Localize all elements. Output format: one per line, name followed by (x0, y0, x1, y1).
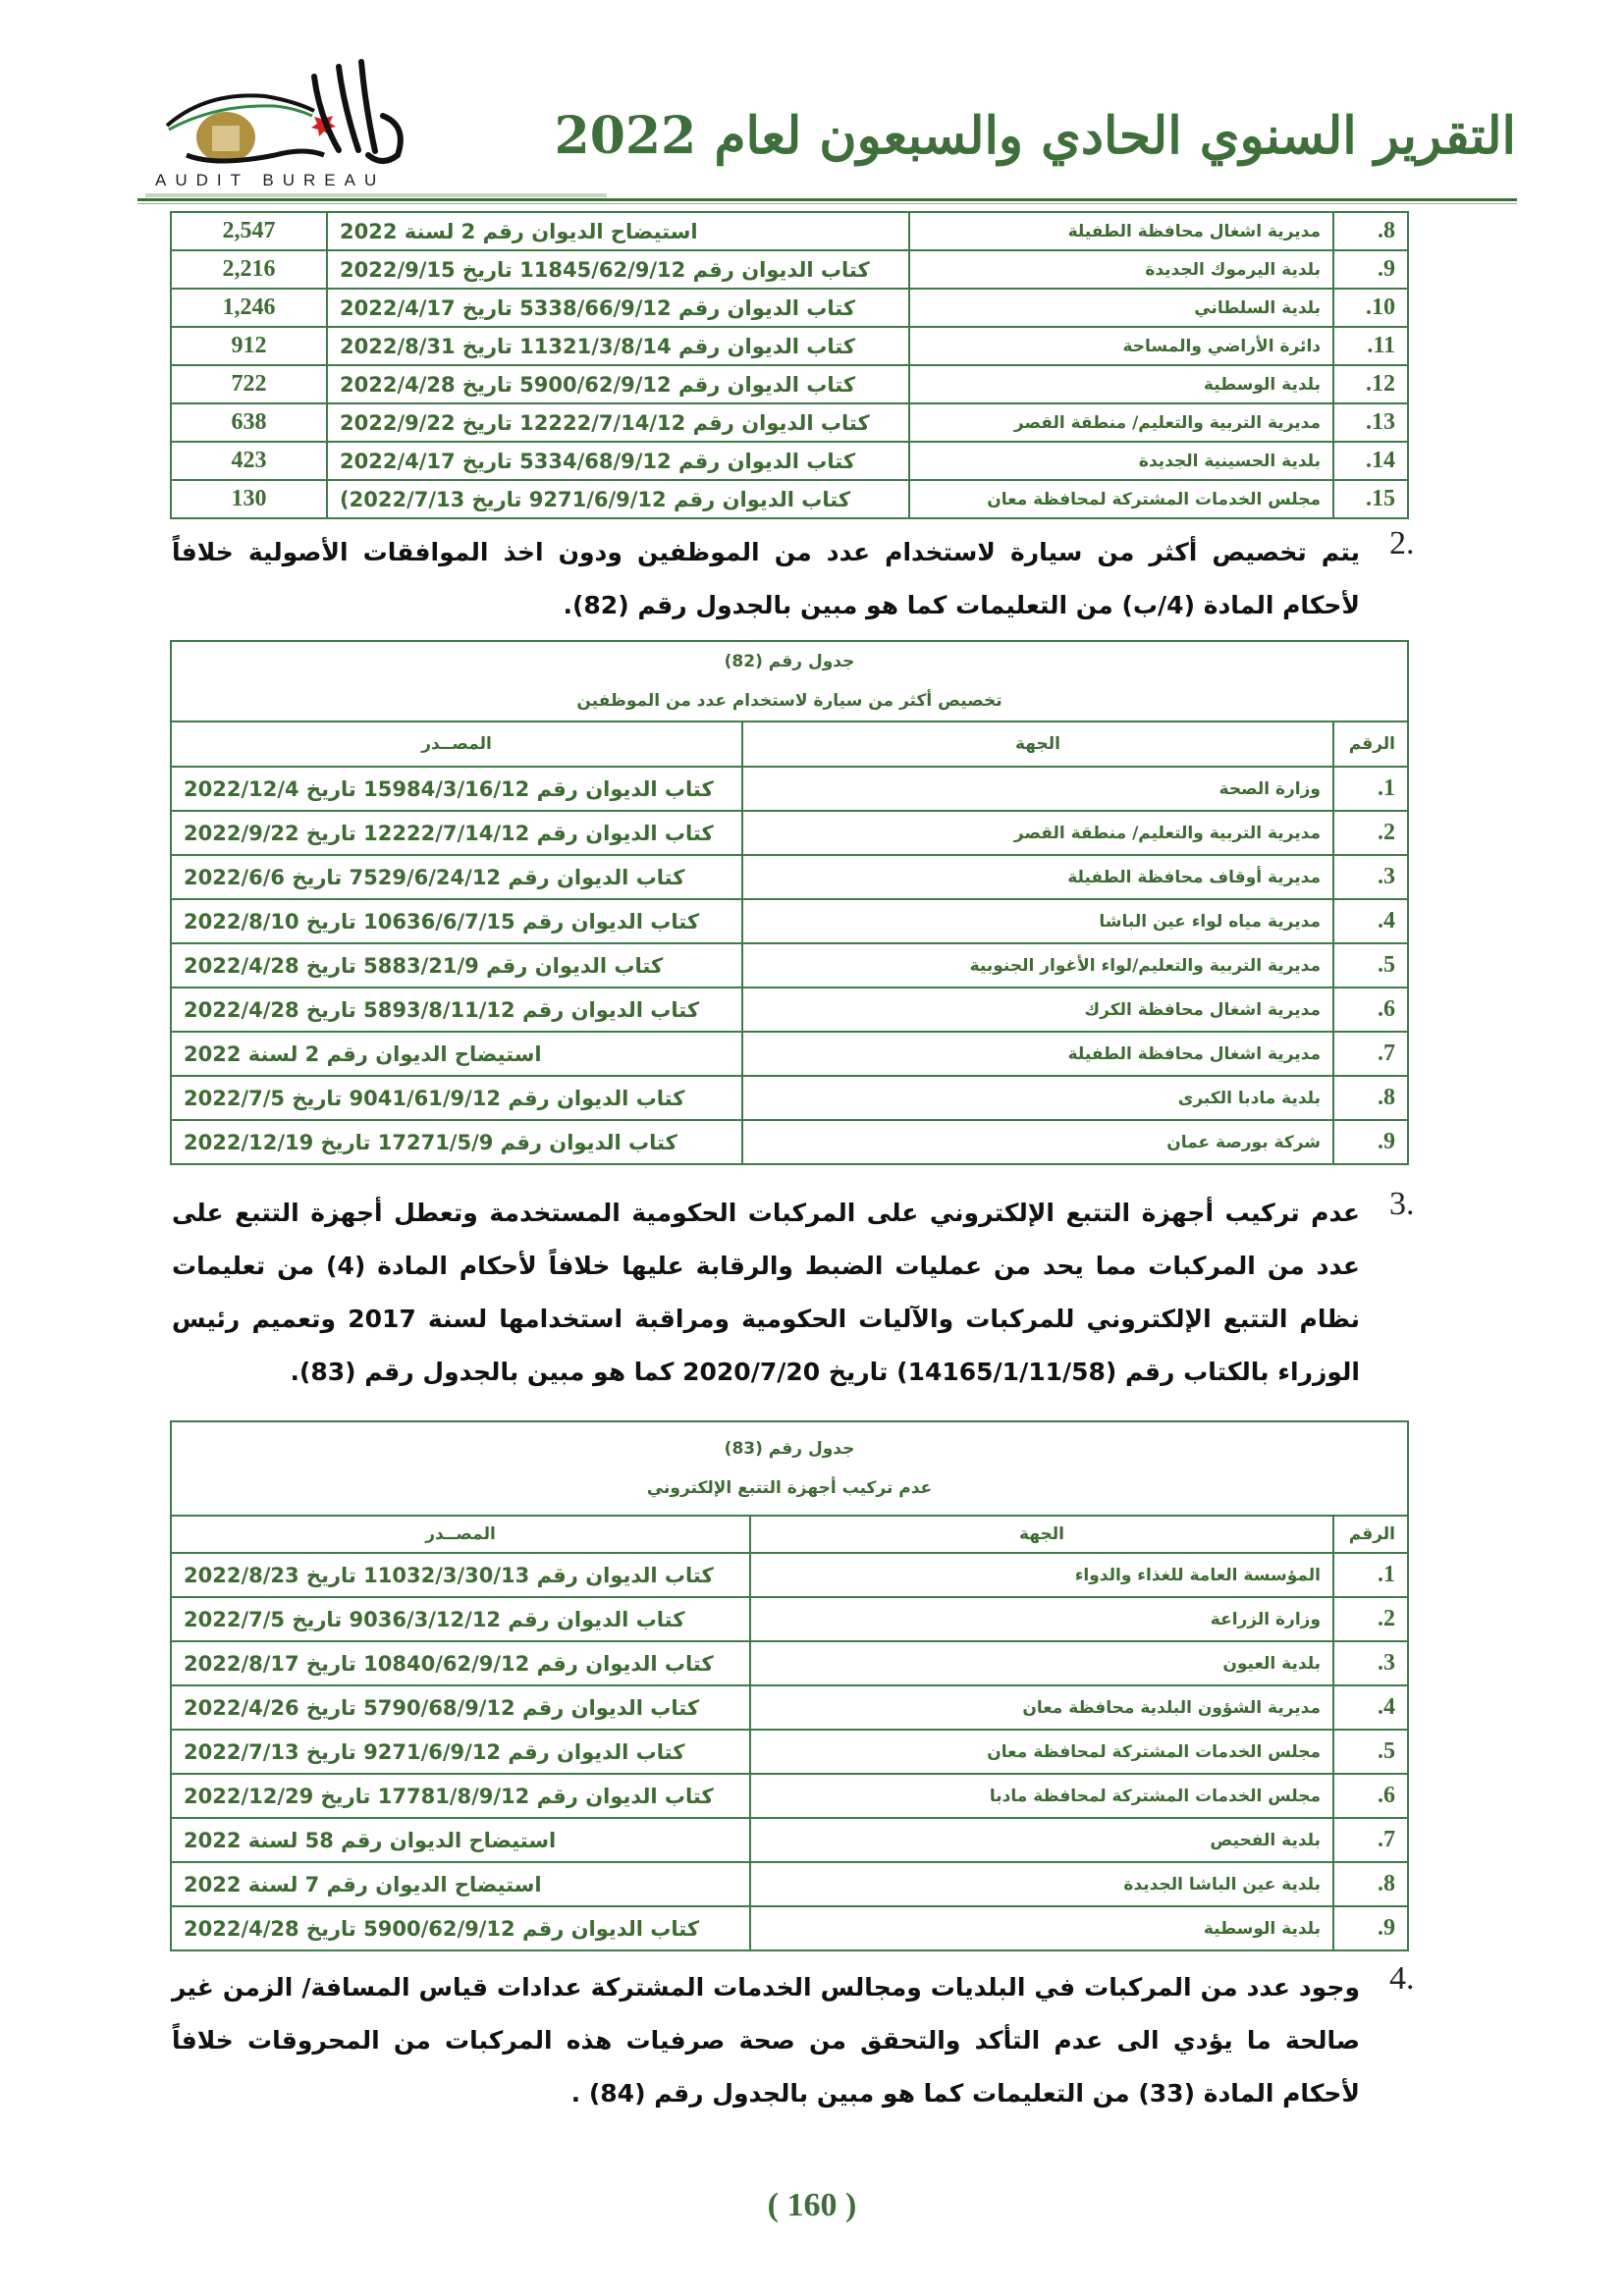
row-number: 9. (1333, 1906, 1408, 1950)
row-source: كتاب الديوان رقم 12222/7/14/12 تاريخ 2022/9/22 (327, 403, 909, 442)
col-header-source: المصــدر (171, 1516, 750, 1553)
row-entity: بلدية مادبا الكبرى (742, 1076, 1333, 1120)
row-source: كتاب الديوان رقم 17781/8/9/12 تاريخ 2022/12/29 (171, 1774, 750, 1818)
table-row (171, 811, 1408, 855)
header-rule (137, 198, 1517, 201)
row-entity: مديرية اشغال محافظة الطفيلة (909, 212, 1333, 250)
row-number: 7. (1333, 1818, 1408, 1862)
row-entity: مجلس الخدمات المشتركة لمحافظة معان (750, 1730, 1333, 1774)
row-source: كتاب الديوان رقم 5334/68/9/12 تاريخ 2022/4/17 (327, 442, 909, 480)
row-number: 10. (1333, 289, 1408, 327)
row-entity: المؤسسة العامة للغذاء والدواء (750, 1553, 1333, 1597)
row-number: 8. (1333, 212, 1408, 250)
row-amount: 2,216 (171, 250, 327, 289)
row-source: كتاب الديوان رقم 10840/62/9/12 تاريخ 2022/8/17 (171, 1641, 750, 1685)
row-entity: وزارة الزراعة (750, 1597, 1333, 1641)
row-source: كتاب الديوان رقم 5790/68/9/12 تاريخ 2022/4/26 (171, 1685, 750, 1730)
table-row (171, 1120, 1408, 1164)
row-entity: مديرية الشؤون البلدية محافظة معان (750, 1685, 1333, 1730)
table-row (171, 289, 1408, 327)
row-source: كتاب الديوان رقم 7529/6/24/12 تاريخ 2022/6/6 (171, 855, 742, 899)
table-caption-row (171, 641, 1408, 721)
row-amount: 423 (171, 442, 327, 480)
table-row (171, 403, 1408, 442)
header-rule-shade (145, 193, 607, 197)
row-entity: مديرية التربية والتعليم/ منطقة القصر (909, 403, 1333, 442)
paragraph-4-number: 4. (1389, 1960, 1415, 1997)
table-caption-row (171, 1421, 1408, 1516)
row-number: 8. (1333, 1862, 1408, 1906)
audit-bureau-logo (147, 57, 422, 194)
row-entity: مديرية اشغال محافظة الطفيلة (742, 1032, 1333, 1076)
row-entity: مجلس الخدمات المشتركة لمحافظة مادبا (750, 1774, 1333, 1818)
row-number: 14. (1333, 442, 1408, 480)
paragraph-4-text: وجود عدد من المركبات في البلديات ومجالس الخدمات المشتركة عدادات قياس المسافة/ الزمن غير صالحة ما يؤدي الى عدم التأكد والتحقق من صحة صرفيات هذه المركبات من المحروقات خلافاً لأحكام المادة (33) من التعليمات كما هو مبين بالجدول رقم (84) . (172, 1973, 1360, 2108)
row-number: 6. (1333, 988, 1408, 1032)
row-number: 12. (1333, 365, 1408, 403)
row-source: كتاب الديوان رقم 11032/3/30/13 تاريخ 2022/8/23 (171, 1553, 750, 1597)
row-entity: مديرية اشغال محافظة الكرك (742, 988, 1333, 1032)
row-number: 9. (1333, 1120, 1408, 1164)
table-row (171, 365, 1408, 403)
row-number: 11. (1333, 327, 1408, 365)
table-82-caption-number: جدول رقم (82) (724, 652, 855, 671)
table-row (171, 212, 1408, 250)
report-title: التقرير السنوي الحادي والسبعون لعام 2022 (554, 106, 1516, 166)
row-number: 13. (1333, 403, 1408, 442)
col-header-number: الرقم (1333, 721, 1408, 767)
col-header-source: المصــدر (171, 721, 742, 767)
row-number: 8. (1333, 1076, 1408, 1120)
row-amount: 912 (171, 327, 327, 365)
table-row (171, 943, 1408, 988)
row-entity: وزارة الصحة (742, 767, 1333, 811)
row-amount: 722 (171, 365, 327, 403)
row-source: كتاب الديوان رقم 12222/7/14/12 تاريخ 2022/9/22 (171, 811, 742, 855)
row-source: استيضاح الديوان رقم 2 لسنة 2022 (327, 212, 909, 250)
table-header-row (171, 1516, 1408, 1553)
row-source: كتاب الديوان رقم 5883/21/9 تاريخ 2022/4/28 (171, 943, 742, 988)
row-entity: مديرية التربية والتعليم/لواء الأغوار الجنوبية (742, 943, 1333, 988)
col-header-entity: الجهة (750, 1516, 1333, 1553)
table-row (171, 1032, 1408, 1076)
row-number: 3. (1333, 855, 1408, 899)
row-number: 2. (1333, 811, 1408, 855)
row-source: كتاب الديوان رقم 5893/8/11/12 تاريخ 2022/4/28 (171, 988, 742, 1032)
row-entity: مديرية أوقاف محافظة الطفيلة (742, 855, 1333, 899)
table-row (171, 1641, 1408, 1685)
row-source: استيضاح الديوان رقم 2 لسنة 2022 (171, 1032, 742, 1076)
row-number: 4. (1333, 899, 1408, 943)
row-source: كتاب الديوان رقم 9036/3/12/12 تاريخ 2022/7/5 (171, 1597, 750, 1641)
table-row (171, 1818, 1408, 1862)
row-number: 5. (1333, 1730, 1408, 1774)
table-83-caption-title: عدم تركيب أجهزة التتبع الإلكتروني (646, 1478, 933, 1498)
table-row (171, 1597, 1408, 1641)
table-row (171, 480, 1408, 518)
row-source: كتاب الديوان رقم 10636/6/7/15 تاريخ 2022/8/10 (171, 899, 742, 943)
table-row (171, 767, 1408, 811)
row-entity: بلدية الوسطية (750, 1906, 1333, 1950)
row-entity: بلدية الوسطية (909, 365, 1333, 403)
row-amount: 1,246 (171, 289, 327, 327)
row-amount: 130 (171, 480, 327, 518)
row-entity: مجلس الخدمات المشتركة لمحافظة معان (909, 480, 1333, 518)
row-number: 1. (1333, 767, 1408, 811)
row-number: 1. (1333, 1553, 1408, 1597)
row-source: كتاب الديوان رقم 5900/62/9/12 تاريخ 2022/4/28 (327, 365, 909, 403)
row-number: 9. (1333, 250, 1408, 289)
row-entity: مديرية التربية والتعليم/ منطقة القصر (742, 811, 1333, 855)
table-row (171, 1685, 1408, 1730)
header-rule-thin (137, 203, 1517, 204)
table-row (171, 1906, 1408, 1950)
logo-english-text: AUDIT BUREAU (155, 171, 386, 189)
row-entity: دائرة الأراضي والمساحة (909, 327, 1333, 365)
row-source: كتاب الديوان رقم 9041/61/9/12 تاريخ 2022/7/5 (171, 1076, 742, 1120)
table-row (171, 1730, 1408, 1774)
row-source: كتاب الديوان رقم 15984/3/16/12 تاريخ 2022/12/4 (171, 767, 742, 811)
row-number: 4. (1333, 1685, 1408, 1730)
row-amount: 638 (171, 403, 327, 442)
table-83 (170, 1420, 1409, 1951)
row-source: كتاب الديوان رقم 11845/62/9/12 تاريخ 2022/9/15 (327, 250, 909, 289)
table-row (171, 250, 1408, 289)
col-header-entity: الجهة (742, 721, 1333, 767)
row-number: 15. (1333, 480, 1408, 518)
paragraph-2-text: يتم تخصيص أكثر من سيارة لاستخدام عدد من الموظفين ودون اخذ الموافقات الأصولية خلافاً لأحكام المادة (4/ب) من التعليمات كما هو مبين بالجدول رقم (82). (172, 538, 1360, 619)
logo-emblem-icon (147, 57, 422, 175)
row-number: 7. (1333, 1032, 1408, 1076)
table-row (171, 1076, 1408, 1120)
paragraph-3-number: 3. (1389, 1186, 1415, 1222)
table-row (171, 1553, 1408, 1597)
col-header-number: الرقم (1333, 1516, 1408, 1553)
paragraph-2-number: 2. (1389, 525, 1415, 561)
row-entity: بلدية الفحيص (750, 1818, 1333, 1862)
table-83-caption-number: جدول رقم (83) (724, 1439, 855, 1459)
row-source: كتاب الديوان رقم 5900/62/9/12 تاريخ 2022/4/28 (171, 1906, 750, 1950)
table-row (171, 899, 1408, 943)
row-source: كتاب الديوان رقم 9271/6/9/12 تاريخ 2022/7/13 (171, 1730, 750, 1774)
row-source: كتاب الديوان رقم 11321/3/8/14 تاريخ 2022/8/31 (327, 327, 909, 365)
top-table-continuation (170, 211, 1409, 519)
table-82 (170, 640, 1409, 1165)
row-number: 6. (1333, 1774, 1408, 1818)
row-number: 3. (1333, 1641, 1408, 1685)
row-entity: بلدية السلطاني (909, 289, 1333, 327)
table-row (171, 855, 1408, 899)
row-entity: بلدية اليرموك الجديدة (909, 250, 1333, 289)
row-source: كتاب الديوان رقم 9271/6/9/12 تاريخ 2022/7/13) (327, 480, 909, 518)
table-header-row (171, 721, 1408, 767)
row-entity: بلدية العيون (750, 1641, 1333, 1685)
row-number: 2. (1333, 1597, 1408, 1641)
table-82-caption-title: تخصيص أكثر من سيارة لاستخدام عدد من الموظفين (576, 691, 1002, 711)
row-number: 5. (1333, 943, 1408, 988)
row-source: استيضاح الديوان رقم 7 لسنة 2022 (171, 1862, 750, 1906)
row-entity: بلدية الحسينية الجديدة (909, 442, 1333, 480)
page-number: ( 160 ) (767, 2187, 857, 2223)
row-entity: مديرية مياه لواء عين الباشا (742, 899, 1333, 943)
row-source: كتاب الديوان رقم 17271/5/9 تاريخ 2022/12/19 (171, 1120, 742, 1164)
table-row (171, 1862, 1408, 1906)
row-amount: 2,547 (171, 212, 327, 250)
table-row (171, 988, 1408, 1032)
row-source: استيضاح الديوان رقم 58 لسنة 2022 (171, 1818, 750, 1862)
table-row (171, 442, 1408, 480)
row-source: كتاب الديوان رقم 5338/66/9/12 تاريخ 2022/4/17 (327, 289, 909, 327)
paragraph-3-text: عدم تركيب أجهزة التتبع الإلكتروني على المركبات الحكومية المستخدمة وتعطل أجهزة التتبع على عدد من المركبات مما يحد من عمليات الضبط والرقابة عليها خلافاً لأحكام المادة (4) من تعليمات نظام التتبع الإلكتروني للمركبات والآليات الحكومية ومراقبة استخدامها لسنة 2017 وتعميم رئيس الوزراء بالكتاب رقم (14165/1/11/58) تاريخ 2020/7/20 كما هو مبين بالجدول رقم (83). (172, 1199, 1361, 1386)
row-entity: شركة بورصة عمان (742, 1120, 1333, 1164)
row-entity: بلدية عين الباشا الجديدة (750, 1862, 1333, 1906)
table-row (171, 1774, 1408, 1818)
table-row (171, 327, 1408, 365)
